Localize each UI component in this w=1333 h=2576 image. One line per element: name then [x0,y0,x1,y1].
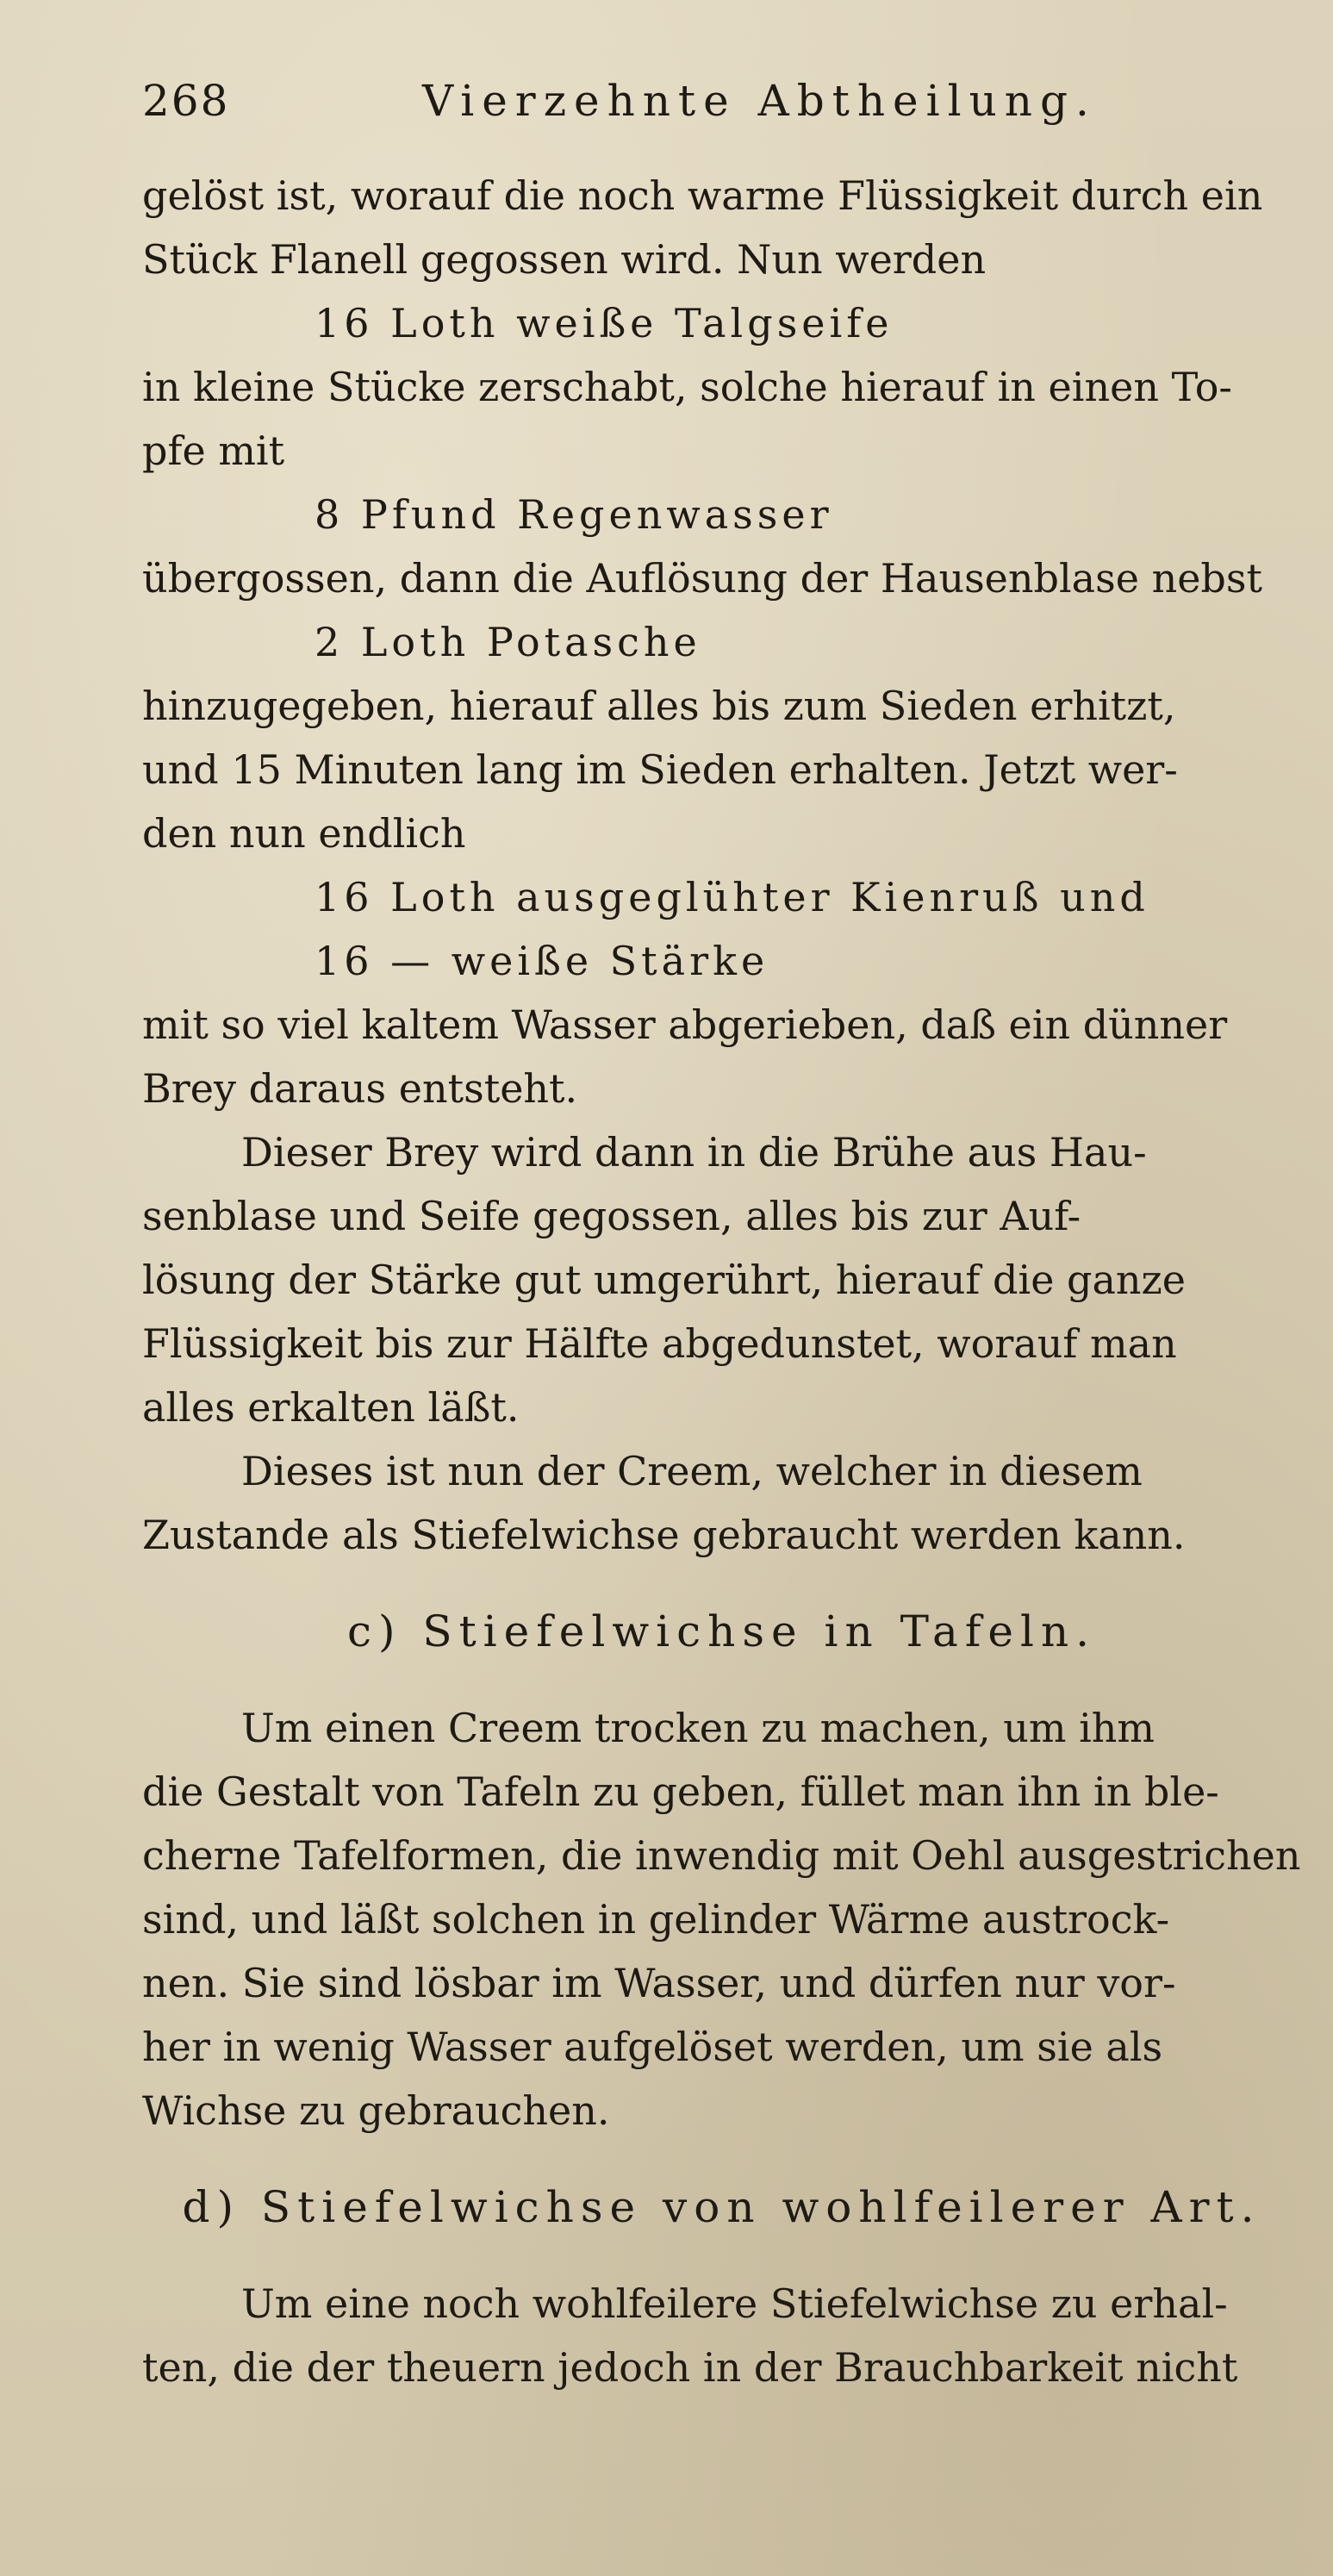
ingredient-line: 8 Pfund Regenwasser [315,491,833,538]
page-number: 268 [142,76,230,126]
text-line: den nun endlich [142,810,466,857]
ingredient-line: 2 Loth Potasche [315,619,701,665]
text-line: die Gestalt von Tafeln zu geben, füllet man ihn in ble- [142,1768,1219,1815]
text-line: lösung der Stärke gut umgerührt, hierauf die ganze [142,1257,1187,1303]
page-header [142,76,1273,136]
text-line: Stück Flanell gegossen wird. Nun werden [142,236,987,283]
text-line: sind, und läßt solchen in gelinder Wärme austrock- [142,1896,1170,1943]
text-line: her in wenig Wasser aufgelöset werden, um sie als [142,2024,1163,2070]
text-line: mit so viel kaltem Wasser abgerieben, daß ein dünner [142,1001,1228,1048]
ingredient-line: 16 — weiße Stärke [315,938,769,984]
text-line: pfe mit [142,427,285,474]
paragraph-start: Um einen Creem trocken zu machen, um ihm [241,1705,1155,1751]
text-line: alles erkalten läßt. [142,1384,520,1431]
text-line: gelöst ist, worauf die noch warme Flüssigkeit durch ein [142,172,1263,219]
text-line: Brey daraus entsteht. [142,1065,578,1112]
text-line: Zustande als Stiefelwichse gebraucht werden kann. [142,1512,1186,1558]
text-line: nen. Sie sind lösbar im Wasser, und dürfen nur vor- [142,1960,1176,2006]
text-line: cherne Tafelformen, die inwendig mit Oehl ausgestrichen [142,1832,1301,1879]
ingredient-line: 16 Loth ausgeglühter Kienruß und [315,874,1149,920]
text-line: Wichse zu gebrauchen. [142,2087,610,2134]
text-line: senblase und Seife gegossen, alles bis zur Auf- [142,1193,1081,1239]
text-line: hinzugegeben, hierauf alles bis zum Sieden erhitzt, [142,683,1176,729]
section-heading-c: c) Stiefelwichse in Tafeln. [346,1606,1097,1656]
section-heading-d: d) Stiefelwichse von wohlfeilerer Art. [182,2182,1261,2232]
text-line: ten, die der theuern jedoch in der Brauchbarkeit nicht [142,2344,1238,2391]
text-line: in kleine Stücke zerschabt, solche hierauf in einen To- [142,364,1232,410]
text-line: Flüssigkeit bis zur Hälfte abgedunstet, worauf man [142,1320,1177,1367]
paragraph-start: Um eine noch wohlfeilere Stiefelwichse zu erhal- [241,2280,1228,2327]
text-line: übergossen, dann die Auflösung der Hausenblase nebst [142,555,1262,602]
paragraph-start: Dieses ist nun der Creem, welcher in diesem [241,1448,1143,1494]
paragraph-start: Dieser Brey wird dann in die Brühe aus Hau- [241,1129,1147,1176]
ingredient-line: 16 Loth weiße Talgseife [315,300,894,346]
body-text [142,164,1301,2399]
running-head: Vierzehnte Abtheilung. [422,76,1097,126]
text-line: und 15 Minuten lang im Sieden erhalten. Jetzt wer- [142,746,1178,793]
